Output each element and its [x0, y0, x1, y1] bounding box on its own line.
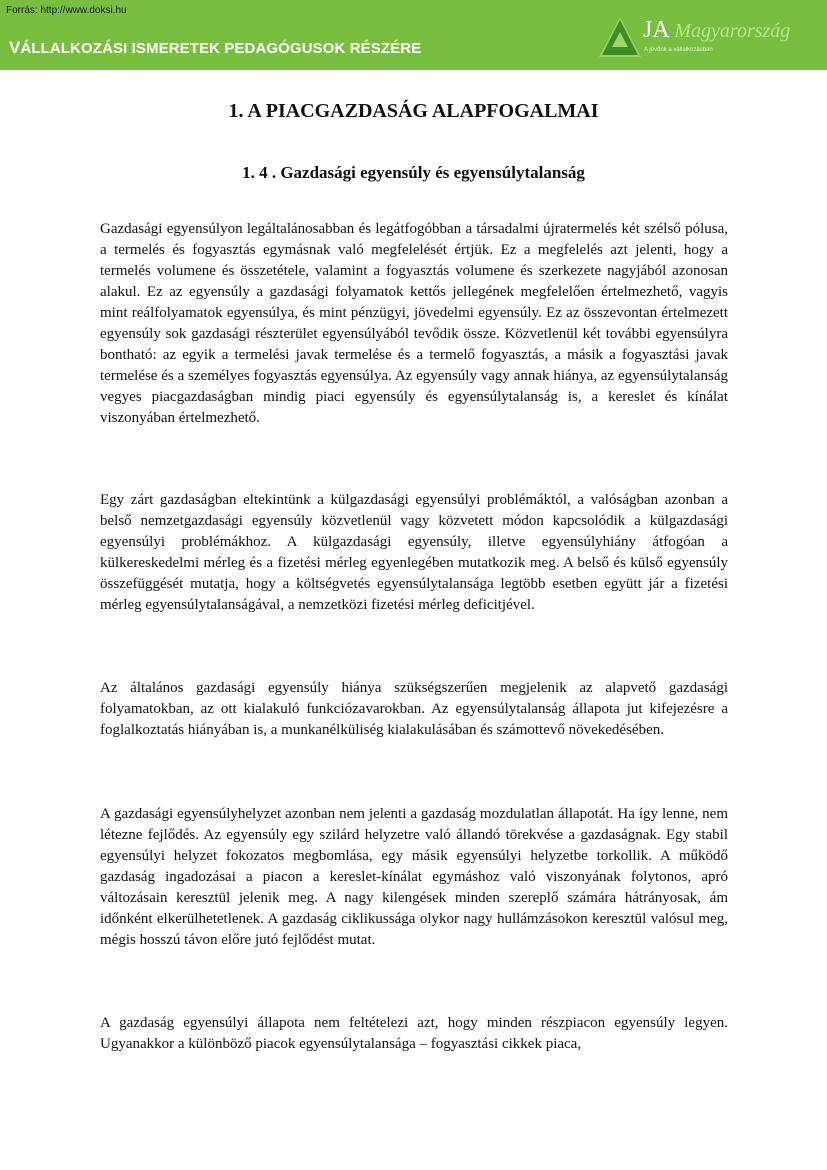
- header-title: [9, 38, 421, 58]
- logo-mark-text: JA: [643, 17, 669, 43]
- header-title-rest: ÁLLALKOZÁSI ISMERETEK PEDAGÓGUSOK RÉSZÉRE: [20, 40, 422, 57]
- triangle-logo-icon: [598, 16, 642, 58]
- paragraph-2: Egy zárt gazdaságban eltekintünk a külgazdasági egyensúlyi problémáktól, a valóságban azonban a belső nemzetgazdasági egyensúly közvetlenül vagy közvetett módon kapcsolódik a külgazdasági egyensúlyi problémákhoz. A külgazdasági egyensúly, illetve egyensúlyhiány átfogóan a külkereskedelmi mérleg és a fizetési mérleg egyenlegében mutatkozik meg. A belső és külső egyensúly összefüggését mutatja, hogy a költségvetés egyensúlytalansága legtöbb esetben együtt jár a fizetési mérleg egyensúlytalanságával, a nemzetközi fizetési mérleg deficitjével.: [100, 492, 728, 613]
- page-header-band: [0, 0, 827, 70]
- paragraph-4: A gazdasági egyensúlyhelyzet azonban nem jelenti a gazdaság mozdulatlan állapotát. Ha így lenne, nem létezne fejlődés. Az egyensúly egy szilárd helyzetre való állandó törekvése a gazdaságnak. Egy stabil egyensúlyi helyzet fokozatos megbomlása, egy másik egyensúlyi helyzetbe torkollik. A működő gazdaság ingadozásai a piacon a kereslet-kínálat egymáshoz való viszonyának folytonos, apró változásain keresztül jelenik meg. A nagy kilengések minden szereplő számára hátrányosak, ám időnként elkerülhetetlenek. A gazdaság ciklikussága olykor nagy hullámzásokon keresztül valósul meg, mégis hosszú távon előre jutó fejlődést mutat.: [100, 806, 728, 948]
- paragraph-1: Gazdasági egyensúlyon legáltalánosabban és legátfogóbban a társadalmi újratermelés két szélső pólusa, a termelés és fogyasztás egymásnak való megfelelését értjük. Ez a megfelelés azt jelenti, hogy a termelés volumene és összetétele, valamint a fogyasztás volumene és szerkezete nagyjából azonosan alakul. Ez az egyensúly a gazdasági folyamatok kettős jellegének megfelelően értelmezhető, vagyis mint reálfolyamatok egyensúlya, és mint pénzügyi, jövedelmi egyensúly. Ez az összevontan értelmezett egyensúly sok gazdasági részterület egyensúlyából tevődik össze. Közvetlenül két további egyensúlyra bontható: az egyik a termelési javak termelése és a termelő fogyasztás, a másik a fogyasztási javak termelése és a személyes fogyasztás egyensúlya. Az egyensúly vagy annak hiánya, az egyensúlytalanság vegyes piacgazdaságban mindig piaci egyensúly és egyensúlytalanság is, a kereslet és kínálat viszonyában értelmezhető.: [100, 221, 728, 426]
- logo-wordmark-text: Magyarország: [674, 20, 791, 42]
- header-title-initial: V: [9, 38, 21, 57]
- paragraph-5: A gazdaság egyensúlyi állapota nem feltételezi azt, hogy minden részpiacon egyensúly legyen. Ugyanakkor a különböző piacok egyensúlytalansága – fogyasztási cikkek piaca,: [100, 1015, 728, 1052]
- section-heading: 1. 4 . Gazdasági egyensúly és egyensúlytalanság: [242, 163, 585, 182]
- chapter-heading: 1. A PIACGAZDASÁG ALAPFOGALMAI: [228, 100, 599, 122]
- paragraph-3: Az általános gazdasági egyensúly hiánya szükségszerűen megjelenik az alapvető gazdasági folyamatokban, az ott kialakuló funkciózavarokban. Az egyensúlytalanság állapota jut kifejezésre a foglalkoztatás hiányában is, a munkanélküliség kialakulásában és számottevő növekedésében.: [100, 680, 728, 738]
- ja-magyarorszag-logo: [598, 16, 813, 58]
- logo-tagline: A jövőnk a vállalkozásban: [644, 47, 713, 53]
- source-label: Forrás: http://www.doksi.hu: [6, 5, 127, 16]
- logo-wordmark: [643, 17, 790, 44]
